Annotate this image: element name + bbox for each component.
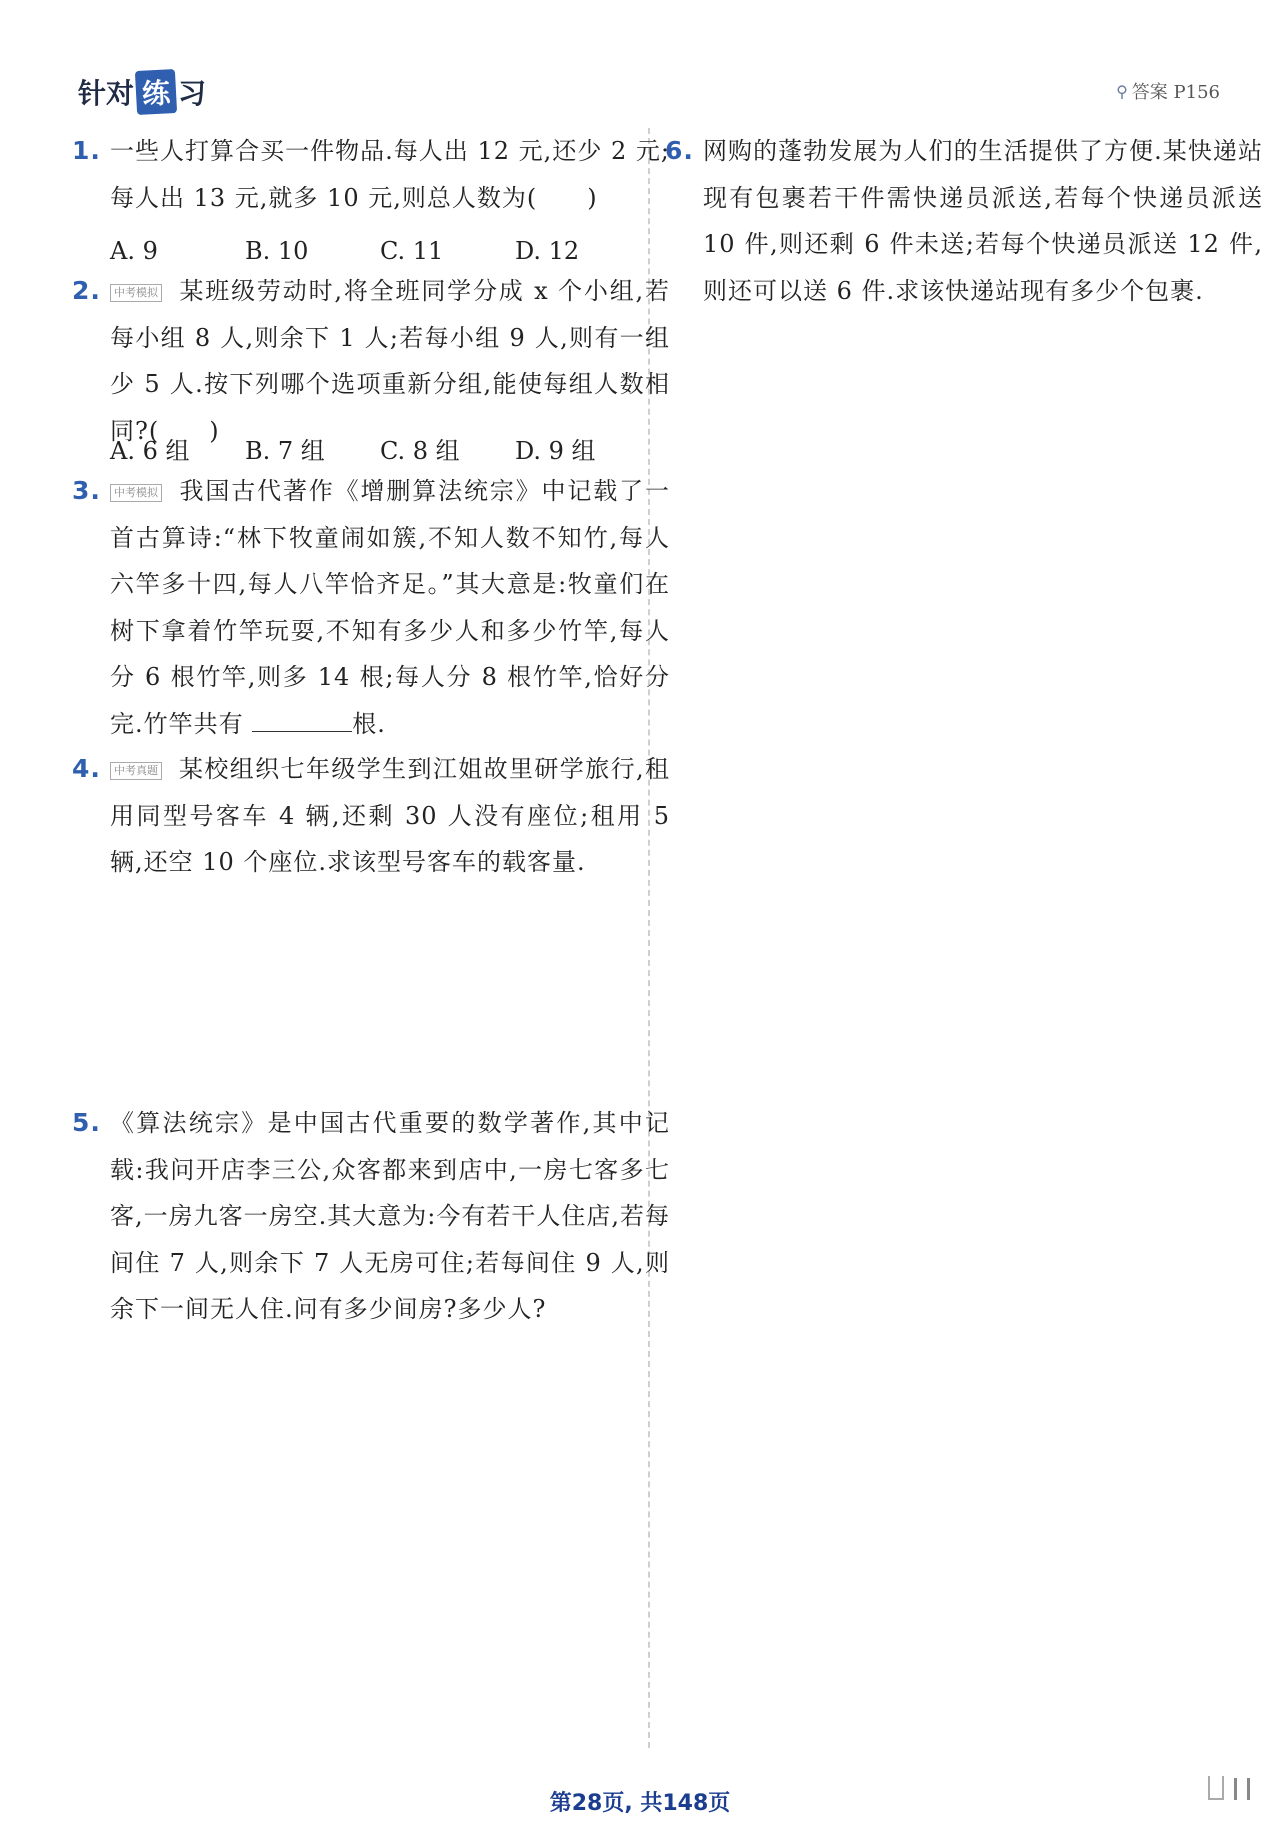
scan-mark-bar (1247, 1778, 1250, 1800)
option-a: A. 9 (110, 237, 158, 265)
question-number: 2. (72, 276, 101, 305)
option-c: C. 11 (380, 237, 444, 265)
scan-mark-bracket (1208, 1776, 1224, 1800)
question-number: 6. (665, 136, 694, 165)
question-6 (665, 128, 1263, 314)
answer-reference (1116, 78, 1220, 104)
source-tag: 中考真题 (110, 762, 162, 780)
page-indicator: 第28页, 共148页 (549, 1791, 731, 1816)
question-number: 3. (72, 476, 101, 505)
question-2 (72, 268, 670, 454)
scan-marks (1208, 1776, 1250, 1800)
source-tag: 中考模拟 (110, 484, 162, 502)
question-5 (72, 1100, 670, 1333)
question-text: 某校组织七年级学生到江姐故里研学旅行,租用同型号客车 4 辆,还剩 30 人没有座位;租用 5 辆,还空 10 个座位.求该型号客车的载客量. (110, 755, 670, 876)
question-4 (72, 746, 670, 886)
section-title-part2: 习 (178, 77, 207, 110)
option-a: A. 6 组 (110, 437, 190, 465)
question-1 (72, 128, 670, 221)
question-text: 某班级劳动时,将全班同学分成 x 个小组,若每小组 8 人,则余下 1 人;若每小组 9 人,则有一组少 5 人.按下列哪个选项重新分组,能使每组人数相同?( ) (110, 277, 670, 445)
question-text: 我国古代著作《增删算法统宗》中记载了一首古算诗:“林下牧童闹如簇,不知人数不知竹,每人六竿多十四,每人八竿恰齐足。”其大意是:牧童们在树下拿着竹竿玩耍,不知有多少人和多少竹竿,每人分 6 根竹竿,则多 14 根;每人分 8 根竹竿,恰好分完.竹竿共有 (110, 477, 670, 738)
section-title (78, 70, 206, 114)
question-number: 4. (72, 754, 101, 783)
option-d: D. 12 (515, 237, 580, 265)
answer-blank[interactable] (252, 707, 352, 732)
option-b: B. 7 组 (245, 437, 325, 465)
question-text: 一些人打算合买一件物品.每人出 12 元,还少 2 元;每人出 13 元,就多 10 元,则总人数为( ) (110, 137, 670, 212)
question-suffix: 根. (352, 709, 386, 738)
section-title-part1: 针对 (78, 77, 135, 110)
answer-reference-text: 答案 P156 (1131, 82, 1220, 103)
question-3 (72, 468, 670, 747)
question-number: 5. (72, 1108, 101, 1137)
question-text: 网购的蓬勃发展为人们的生活提供了方便.某快递站现有包裹若干件需快递员派送,若每个快递员派送 10 件,则还剩 6 件未送;若每个快递员派送 12 件,则还可以送 6 件.求该快递站现有多少个包裹. (703, 137, 1263, 305)
option-b: B. 10 (245, 237, 309, 265)
option-d: D. 9 组 (515, 437, 596, 465)
key-icon: ⚲ (1116, 81, 1128, 101)
source-tag: 中考模拟 (110, 284, 162, 302)
section-title-highlight: 练 (135, 69, 177, 115)
question-text: 《算法统宗》是中国古代重要的数学著作,其中记载:我问开店李三公,众客都来到店中,一房七客多七客,一房九客一房空.其大意为:今有若干人住店,若每间住 7 人,则余下 7 人无房可住;若每间住 9 人,则余下一间无人住.问有多少间房?多少人? (110, 1109, 670, 1323)
question-number: 1. (72, 136, 101, 165)
scan-mark-bar (1234, 1778, 1237, 1800)
option-c: C. 8 组 (380, 437, 460, 465)
